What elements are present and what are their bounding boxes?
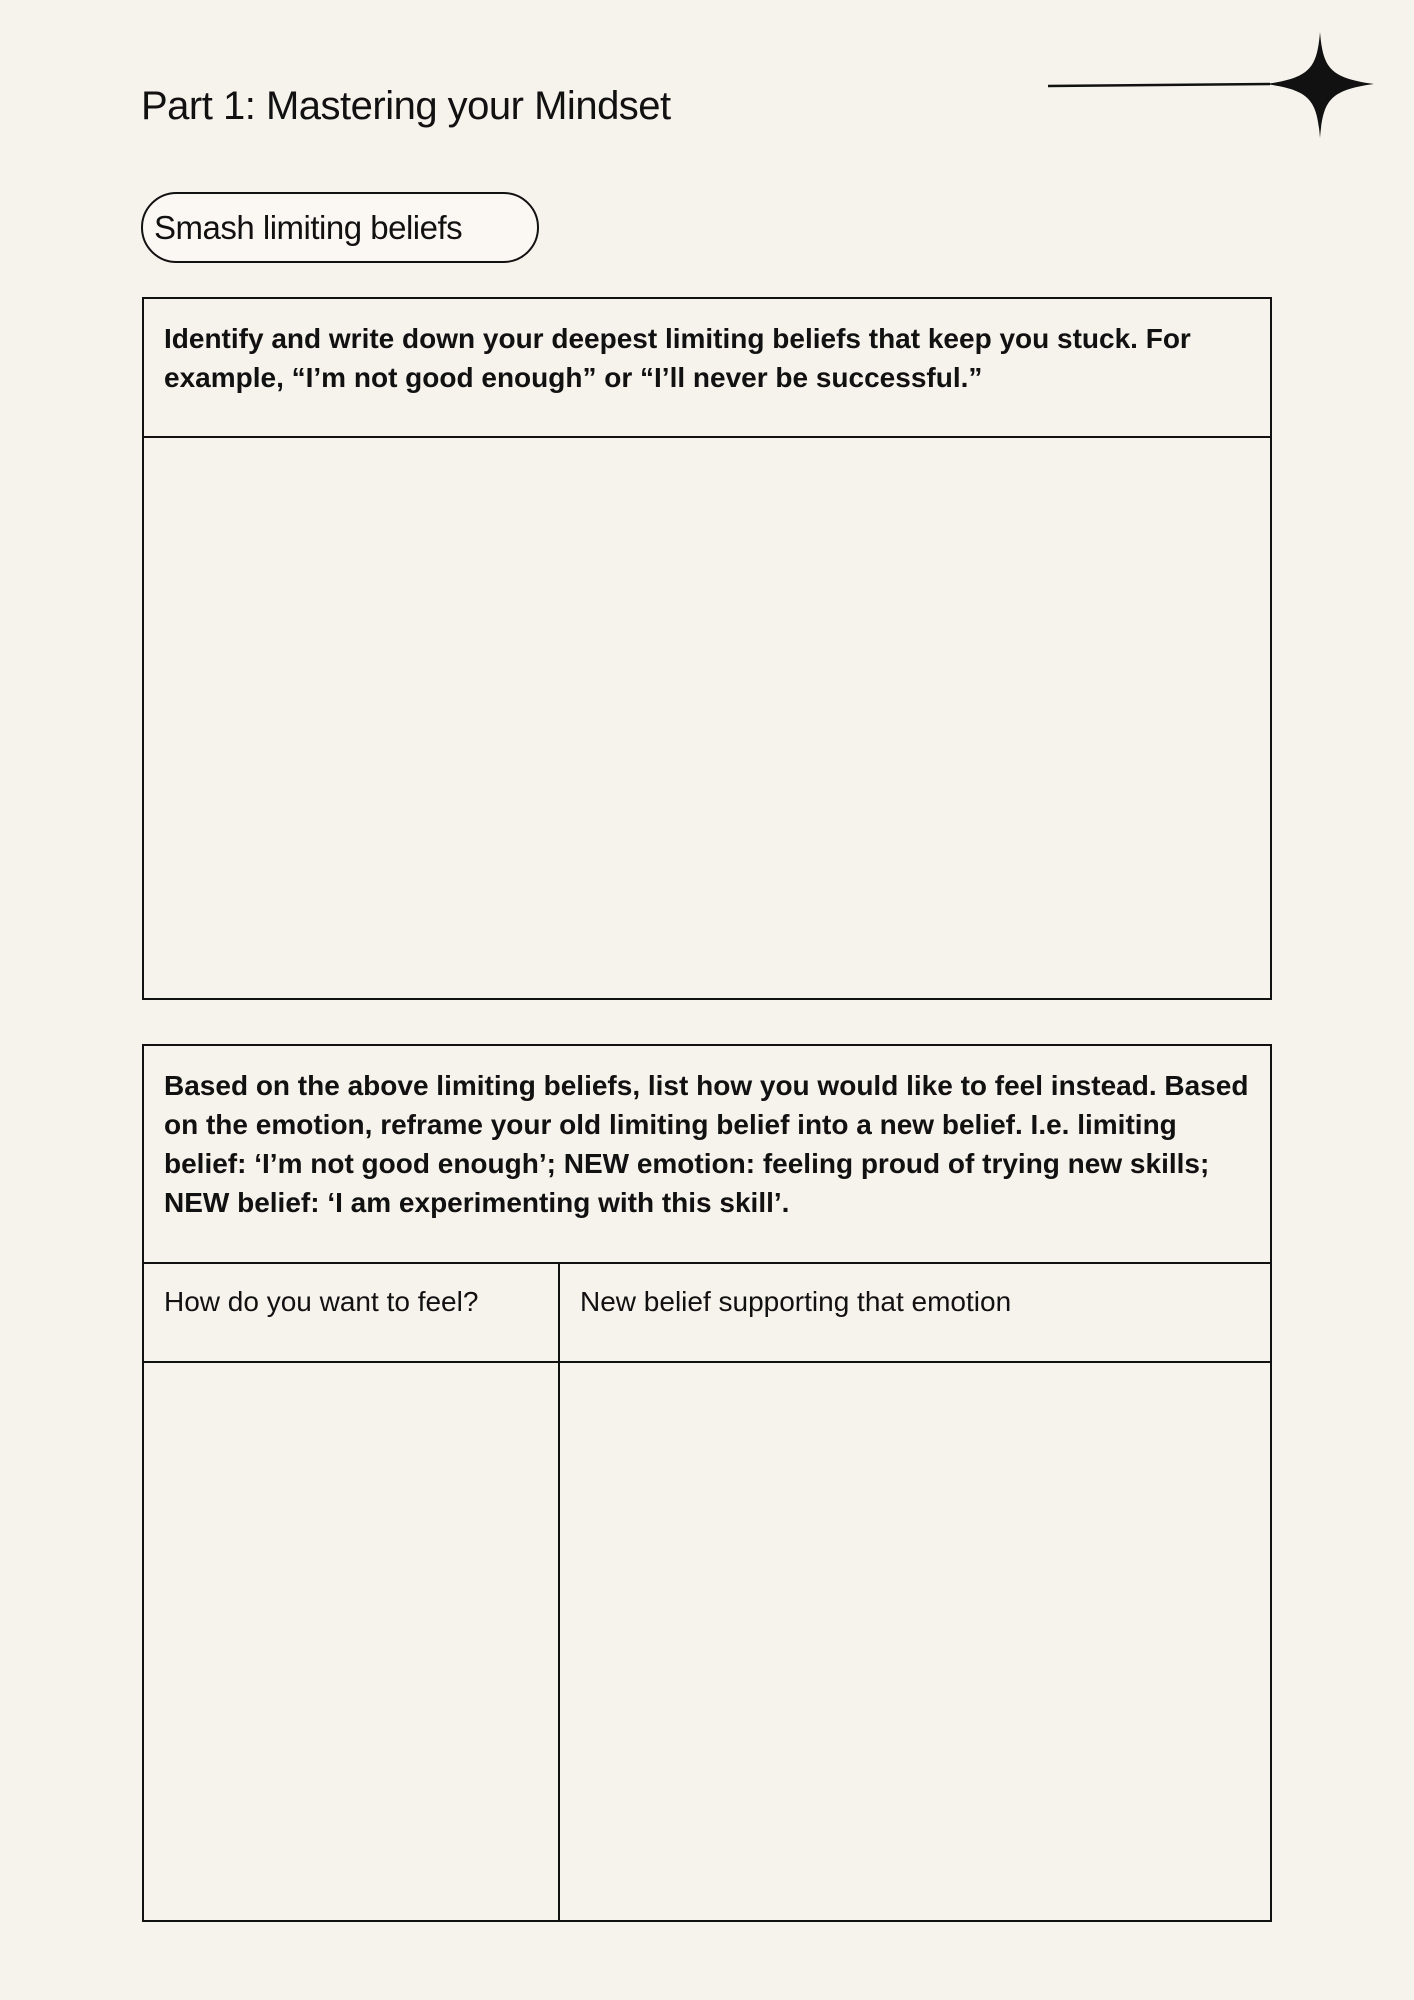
reframe-beliefs-prompt: Based on the above limiting beliefs, list how you would like to feel instead. Based on the emotion, reframe your old limiting belief into a new belief. I.e. limiting belief: ‘I’m not good enough’; NEW emotion: feeling proud of trying new skills; NEW belief: ‘I am experimenting with this skill’. xyxy=(144,1046,1270,1264)
limiting-beliefs-box xyxy=(142,297,1272,1000)
answer-row xyxy=(144,1363,1270,1920)
page-title: Part 1: Mastering your Mindset xyxy=(141,84,671,128)
limiting-beliefs-answer-area[interactable] xyxy=(144,438,1270,998)
column-header-row xyxy=(144,1264,1270,1363)
limiting-beliefs-prompt: Identify and write down your deepest limiting beliefs that keep you stuck. For example, “I’m not good enough” or “I’ll never be successful.” xyxy=(144,299,1270,438)
column-header-feel: How do you want to feel? xyxy=(144,1264,560,1361)
column-header-new-belief: New belief supporting that emotion xyxy=(580,1286,1012,1317)
reframe-beliefs-box xyxy=(142,1044,1272,1922)
section-label: Smash limiting beliefs xyxy=(141,192,539,263)
four-point-star-icon xyxy=(1040,28,1380,144)
feel-answer-area[interactable] xyxy=(144,1363,560,1920)
new-belief-answer-area[interactable] xyxy=(560,1363,1270,1920)
